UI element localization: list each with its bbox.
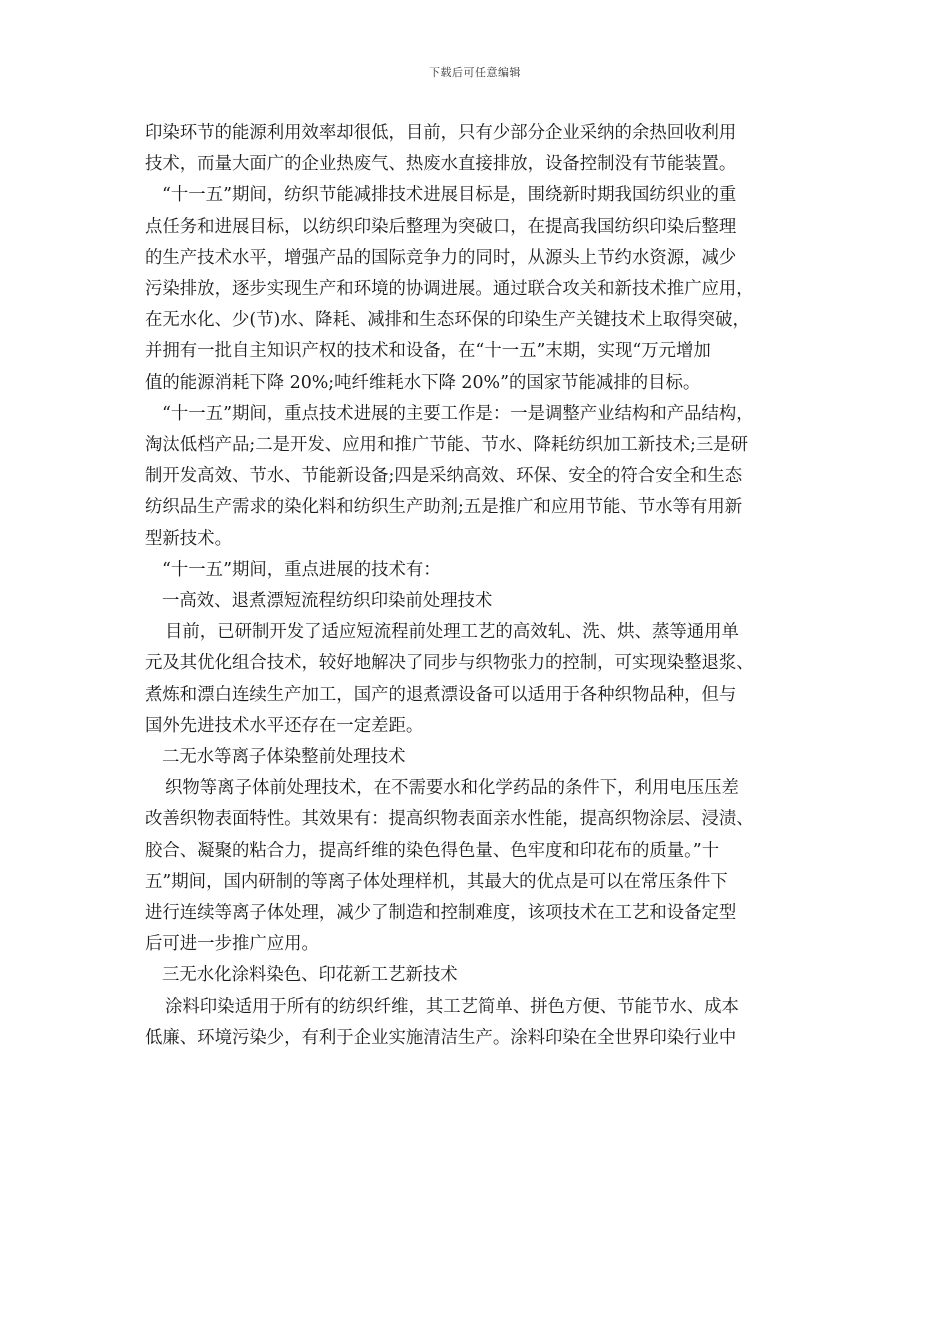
text-line: 后可进一步推广应用。 [145, 934, 319, 955]
text-line: 改善织物表面特性。其效果有：提高织物表面亲水性能，提高织物涂层、浸渍、 [145, 809, 754, 830]
text-line: 制开发高效、节水、节能新设备;四是采纳高效、环保、安全的符合安全和生态 [145, 466, 743, 487]
text-line: 国外先进技术水平还存在一定差距。 [145, 715, 424, 736]
text-line: 在无水化、少(节)水、降耗、减排和生态环保的印染生产关键技术上取得突破， [145, 310, 750, 331]
text-line: 点任务和进展目标，以纺织印染后整理为突破口，在提高我国纺织印染后整理 [145, 216, 737, 237]
section-heading: 一高效、退煮漂短流程纺织印染前处理技术 [162, 591, 493, 612]
text-line: “十一五”期间，重点技术进展的主要工作是：一是调整产业结构和产品结构， [162, 403, 754, 424]
text-line: 值的能源消耗下降 20%;吨纤维耗水下降 20%”的国家节能减排的目标。 [145, 372, 701, 393]
text-line: 的生产技术水平，增强产品的国际竞争力的同时，从源头上节约水资源，减少 [145, 247, 737, 268]
text-line: 型新技术。 [145, 528, 232, 549]
text-line: 纺织品生产需求的染化料和纺织生产助剂;五是推广和应用节能、节水等有用新 [145, 497, 743, 518]
text-line: 织物等离子体前处理技术，在不需要水和化学药品的条件下，利用电压压差 [165, 778, 739, 799]
text-line: 技术，而量大面广的企业热废气、热废水直接排放，设备控制没有节能装置。 [145, 154, 737, 175]
text-line: 目前，已研制开发了适应短流程前处理工艺的高效轧、洗、烘、蒸等通用单 [165, 622, 739, 643]
text-line: 低廉、环境污染少，有利于企业实施清洁生产。涂料印染在全世界印染行业中 [145, 1027, 737, 1048]
text-line: 淘汰低档产品;二是开发、应用和推广节能、节水、降耗纺织加工新技术;三是研 [145, 435, 749, 456]
text-line: “十一五”期间，重点进展的技术有： [162, 559, 441, 580]
section-heading: 二无水等离子体染整前处理技术 [162, 747, 406, 768]
text-line: 五”期间，国内研制的等离子体处理样机，其最大的优点是可以在常压条件下 [145, 871, 728, 892]
text-line: 涂料印染适用于所有的纺织纤维，其工艺简单、拼色方便、节能节水、成本 [165, 996, 739, 1017]
text-line: 污染排放，逐步实现生产和环境的协调进展。通过联合攻关和新技术推广应用， [145, 279, 754, 300]
page-header: 下载后可任意编辑 [429, 66, 521, 79]
text-line: 并拥有一批自主知识产权的技术和设备，在“十一五”末期，实现“万元增加 [145, 341, 711, 362]
document-body [145, 118, 825, 1054]
text-line: 印染环节的能源利用效率却很低，目前，只有少部分企业采纳的余热回收利用 [145, 123, 737, 143]
section-heading: 三无水化涂料染色、印花新工艺新技术 [162, 965, 458, 986]
text-line: 进行连续等离子体处理，减少了制造和控制难度，该项技术在工艺和设备定型 [145, 903, 737, 924]
text-line: 煮炼和漂白连续生产加工，国产的退煮漂设备可以适用于各种织物品种，但与 [145, 684, 737, 705]
text-line: 元及其优化组合技术，较好地解决了同步与织物张力的控制，可实现染整退浆、 [145, 653, 754, 674]
text-line: “十一五”期间，纺织节能减排技术进展目标是，围绕新时期我国纺织业的重 [162, 185, 737, 206]
text-line: 胶合、凝聚的粘合力，提高纤维的染色得色量、色牢度和印花布的质量。”十 [145, 840, 720, 861]
